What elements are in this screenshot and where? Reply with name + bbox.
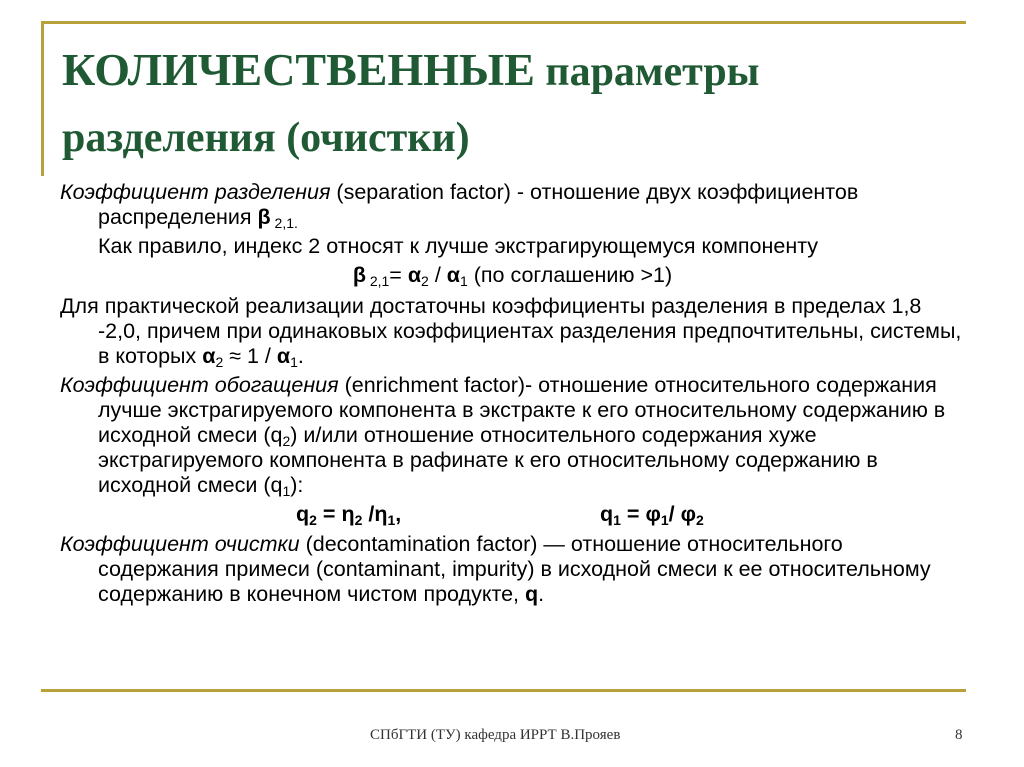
formula-alpha2: α bbox=[407, 263, 422, 287]
decontamination-text: (decontamination factor) — отношение относительного содержания примеси (contaminant, impurity) в исходной смеси к ее относительному содержанию в конечном чистом продукте, bbox=[98, 532, 931, 606]
index-note: Как правило, индекс 2 относят к лучше экстрагирующемуся компоненту bbox=[98, 234, 819, 258]
enrichment-factor-term: Коэффициент обогащения bbox=[60, 373, 339, 397]
formula-q2-div: /η bbox=[362, 502, 388, 526]
formula-q2-eta: = η bbox=[316, 502, 355, 526]
formula-slash: / bbox=[428, 263, 447, 287]
decontamination-factor-term: Коэффициент очистки bbox=[60, 532, 300, 556]
formula-q2-symbol: q bbox=[296, 502, 310, 526]
beta-subscript: 2,1. bbox=[270, 215, 298, 231]
q1-subscript: 1 bbox=[282, 483, 291, 499]
page-number: 8 bbox=[955, 727, 963, 743]
left-rule bbox=[41, 21, 44, 176]
formula-phi2-sub: 2 bbox=[695, 512, 704, 528]
enrichment-factor-paragraph bbox=[60, 373, 965, 498]
formula-q1-div: / φ bbox=[668, 502, 696, 526]
title-rest: параметры bbox=[534, 49, 760, 95]
slide-title bbox=[62, 38, 942, 172]
title-line2: разделения (очистки) bbox=[62, 115, 470, 161]
footer-text: СПбГТИ (ТУ) кафедра ИРРТ В.Прояев bbox=[370, 727, 621, 743]
separation-formula bbox=[60, 263, 965, 288]
beta-symbol: β bbox=[257, 205, 271, 229]
enrichment-text-2: ) и/или отношение относительного содержания хуже экстрагируемого компонента в рафинате к его относительному содержанию в исходной смеси (q bbox=[98, 423, 878, 497]
formula-q1-symbol: q bbox=[600, 502, 614, 526]
enrichment-formulas bbox=[60, 502, 965, 528]
q2-subscript: 2 bbox=[282, 433, 291, 449]
formula-alpha1-sub: 1 bbox=[459, 273, 468, 289]
decontamination-q: q bbox=[524, 582, 539, 606]
formula-alpha2-sub: 2 bbox=[421, 273, 429, 289]
formula-q1-phi: = φ bbox=[620, 502, 661, 526]
practical-alpha1: α bbox=[276, 344, 291, 368]
formula-alpha1: α bbox=[446, 263, 460, 287]
separation-factor-text: (separation factor) - отношение двух коэффициентов распределения bbox=[98, 180, 859, 229]
formula-eta2-sub: 2 bbox=[354, 512, 363, 528]
decontamination-factor-paragraph bbox=[60, 532, 965, 607]
formula-q2 bbox=[296, 502, 401, 527]
enrichment-text-1: (enrichment factor)- отношение относительного содержания лучше экстрагируемого компонента в экстракте к его относительному содержанию в исходной смеси (q bbox=[98, 373, 946, 447]
decontamination-end: . bbox=[538, 582, 545, 606]
bottom-rule bbox=[41, 689, 966, 692]
practical-alpha1-sub: 1 bbox=[290, 354, 298, 370]
separation-factor-term: Коэффициент разделения bbox=[60, 180, 331, 204]
enrichment-text-3: ): bbox=[290, 473, 304, 497]
formula-equals: = bbox=[389, 263, 408, 287]
practical-approx: ≈ 1 / bbox=[223, 344, 277, 368]
formula-q1 bbox=[600, 502, 704, 527]
practical-paragraph bbox=[60, 294, 965, 369]
formula-q2-comma: , bbox=[395, 502, 402, 526]
separation-factor-paragraph bbox=[60, 180, 965, 230]
practical-end: . bbox=[297, 344, 304, 368]
formula-beta-sub: 2,1 bbox=[365, 273, 390, 289]
practical-text: Для практической реализации достаточны коэффициенты разделения в пределах 1,8 -2,0, причем при одинаковых коэффициентах разделения предпочтительны, системы, в которых bbox=[60, 294, 962, 368]
formula-q2-sub: 2 bbox=[309, 512, 317, 528]
formula-q1-sub: 1 bbox=[613, 512, 621, 528]
formula-convention: (по соглашению >1) bbox=[467, 263, 673, 287]
formula-phi1-sub: 1 bbox=[660, 512, 669, 528]
formula-eta1-sub: 1 bbox=[387, 512, 396, 528]
slide-body bbox=[60, 180, 965, 611]
practical-alpha2: α bbox=[202, 344, 216, 368]
top-rule bbox=[41, 21, 966, 24]
practical-alpha2-sub: 2 bbox=[215, 354, 224, 370]
formula-beta: β bbox=[352, 263, 366, 287]
title-caps: КОЛИЧЕСТВЕННЫЕ bbox=[62, 44, 535, 95]
